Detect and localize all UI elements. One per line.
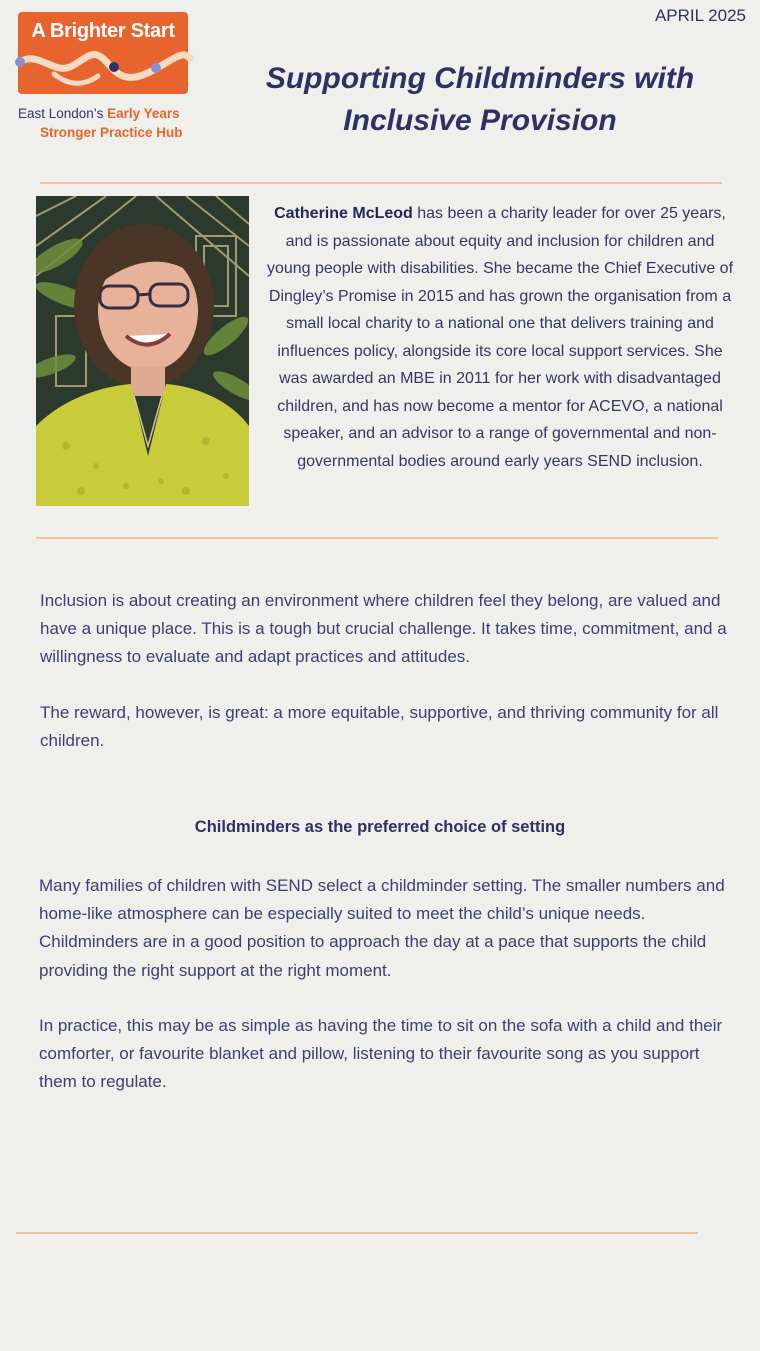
- logo-title: A Brighter Start: [31, 20, 175, 42]
- page-title-line2: Inclusive Provision: [343, 104, 617, 137]
- paragraph-childminders: Many families of children with SEND select a childminder setting. The smaller numbers and home-like atmosphere can be especially suited to meet the child’s unique needs. Childminders are in a good position to approach the day at a pace that supports the child providing the right support at the right moment.: [39, 876, 725, 980]
- ribbon-icon: [14, 46, 194, 96]
- bio-body: has been a charity leader for over 25 years, and is passionate about equity and inclusion for children and young people with disabilities. She became the Chief Executive of Dingley’s Promise in 2015 and has grown the organisation from a small local charity to a national one that delivers training and influences policy, alongside its core local support services. She was awarded an MBE in 2011 for her work with disadvantaged children, and has now become a mentor for ACEVO, a national speaker, and an advisor to a range of governmental and non-governmental bodies around early years SEND inclusion.: [266, 205, 734, 470]
- issue-date: APRIL 2025: [654, 6, 746, 25]
- page-title: [230, 58, 730, 142]
- divider-top: [40, 182, 722, 184]
- logo-subtitle: East London’s Early Years: [18, 106, 180, 121]
- divider-bottom: [16, 1232, 698, 1234]
- logo-subtitle-line2: Stronger Practice Hub: [40, 125, 183, 140]
- section-heading: Childminders as the preferred choice of setting: [194, 818, 566, 836]
- logo: [18, 12, 188, 94]
- portrait-photo: [36, 196, 249, 506]
- paragraph-inclusion: Inclusion is about creating an environment where children feel they belong, are valued and have a unique place. This is a tough but crucial challenge. It takes time, commitment, and a willingness to evaluate and adapt practices and attitudes.: [40, 591, 727, 667]
- paragraph-reward: The reward, however, is great: a more equitable, supportive, and thriving community for all children.: [40, 703, 719, 751]
- bio-text: [266, 200, 734, 475]
- bio-name: Catherine McLeod: [274, 205, 413, 222]
- divider-middle: [36, 537, 718, 539]
- page-title-line1: Supporting Childminders with: [265, 62, 695, 95]
- logo-subtitle-highlight: Early Years: [107, 106, 180, 121]
- paragraph-practice: In practice, this may be as simple as having the time to sit on the sofa with a child and their comforter, or favourite blanket and pillow, listening to their favourite song as you support them to regulate.: [39, 1016, 723, 1092]
